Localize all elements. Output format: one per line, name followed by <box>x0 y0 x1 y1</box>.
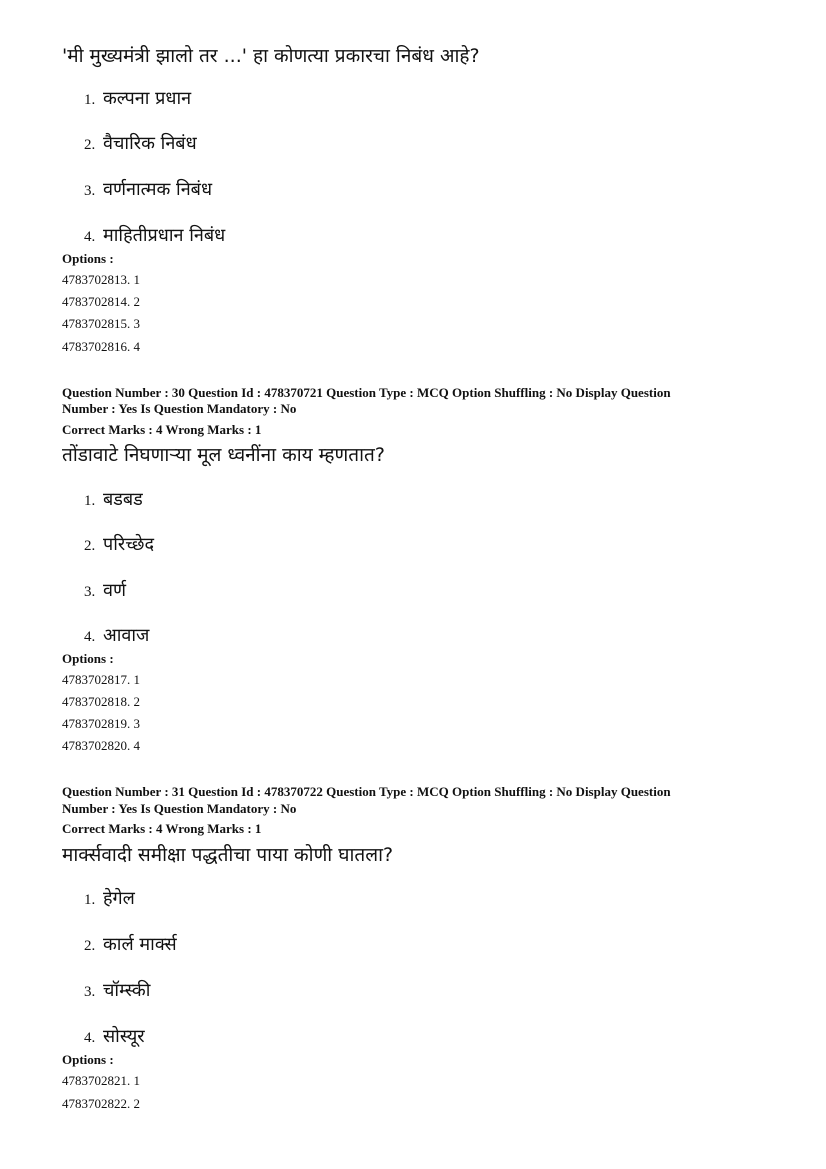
choice-number: 4. <box>84 629 96 645</box>
question-meta-line: Number : Yes Is Question Mandatory : No <box>62 401 297 416</box>
choice-number: 1. <box>84 892 96 908</box>
choice-number: 2. <box>84 538 96 554</box>
option-id-line: 4783702815. 3 <box>62 316 140 331</box>
choice-number: 1. <box>84 493 96 509</box>
choice-1 <box>84 87 191 112</box>
choice-label: सोस्यूर <box>102 1026 145 1047</box>
choice-number: 4. <box>84 229 96 245</box>
choice-number: 4. <box>84 1030 96 1046</box>
choice-1 <box>84 887 135 912</box>
options-heading: Options : <box>62 251 114 266</box>
option-id-line: 4783702817. 1 <box>62 672 140 687</box>
choice-3 <box>84 979 150 1004</box>
choice-label: कार्ल मार्क्स <box>102 934 177 955</box>
choice-label: वर्ण <box>102 580 127 601</box>
choice-number: 3. <box>84 984 96 1000</box>
choice-4 <box>84 1025 145 1050</box>
options-heading: Options : <box>62 651 114 666</box>
option-id-line: 4783702818. 2 <box>62 694 140 709</box>
choice-label: वर्णनात्मक निबंध <box>102 179 213 200</box>
question-text: 'मी मुख्यमंत्री झालो तर ...' हा कोणत्या प्रकारचा निबंध आहे? <box>62 45 480 67</box>
marks-line: Correct Marks : 4 Wrong Marks : 1 <box>62 422 262 437</box>
choice-number: 2. <box>84 938 96 954</box>
choice-2 <box>84 933 177 958</box>
question-meta-line: Question Number : 30 Question Id : 478370721 Question Type : MCQ Option Shuffling : No Display Question <box>62 385 671 400</box>
option-id-line: 4783702814. 2 <box>62 294 140 309</box>
choice-label: चॉम्स्की <box>102 980 151 1001</box>
question-text: मार्क्सवादी समीक्षा पद्धतीचा पाया कोणी घातला? <box>62 844 394 866</box>
choice-3 <box>84 178 212 203</box>
choice-label: हेगेल <box>102 888 135 909</box>
choice-number: 3. <box>84 584 96 600</box>
choice-4 <box>84 224 225 249</box>
option-id-line: 4783702819. 3 <box>62 716 140 731</box>
choice-label: आवाज <box>102 625 150 646</box>
choice-number: 2. <box>84 137 96 153</box>
choice-label: परिच्छेद <box>102 534 155 555</box>
option-id-line: 4783702821. 1 <box>62 1073 140 1088</box>
question-text: तोंडावाटे निघणाऱ्या मूल ध्वनींना काय म्हणतात? <box>62 444 385 466</box>
choice-label: माहितीप्रधान निबंध <box>102 225 226 246</box>
question-meta-line: Question Number : 31 Question Id : 478370722 Question Type : MCQ Option Shuffling : No Display Question <box>62 784 671 799</box>
choice-3 <box>84 579 126 604</box>
question-meta-line: Number : Yes Is Question Mandatory : No <box>62 801 297 816</box>
choice-2 <box>84 533 154 558</box>
option-id-line: 4783702820. 4 <box>62 738 140 753</box>
choice-label: कल्पना प्रधान <box>102 88 192 109</box>
choice-label: वैचारिक निबंध <box>102 133 197 154</box>
choice-number: 3. <box>84 183 96 199</box>
option-id-line: 4783702813. 1 <box>62 272 140 287</box>
option-id-line: 4783702822. 2 <box>62 1096 140 1111</box>
choice-2 <box>84 132 197 157</box>
choice-label: बडबड <box>102 489 143 510</box>
choice-number: 1. <box>84 92 96 108</box>
marks-line: Correct Marks : 4 Wrong Marks : 1 <box>62 821 262 836</box>
choice-4 <box>84 624 149 649</box>
option-id-line: 4783702816. 4 <box>62 339 140 354</box>
options-heading: Options : <box>62 1052 114 1067</box>
choice-1 <box>84 488 143 513</box>
